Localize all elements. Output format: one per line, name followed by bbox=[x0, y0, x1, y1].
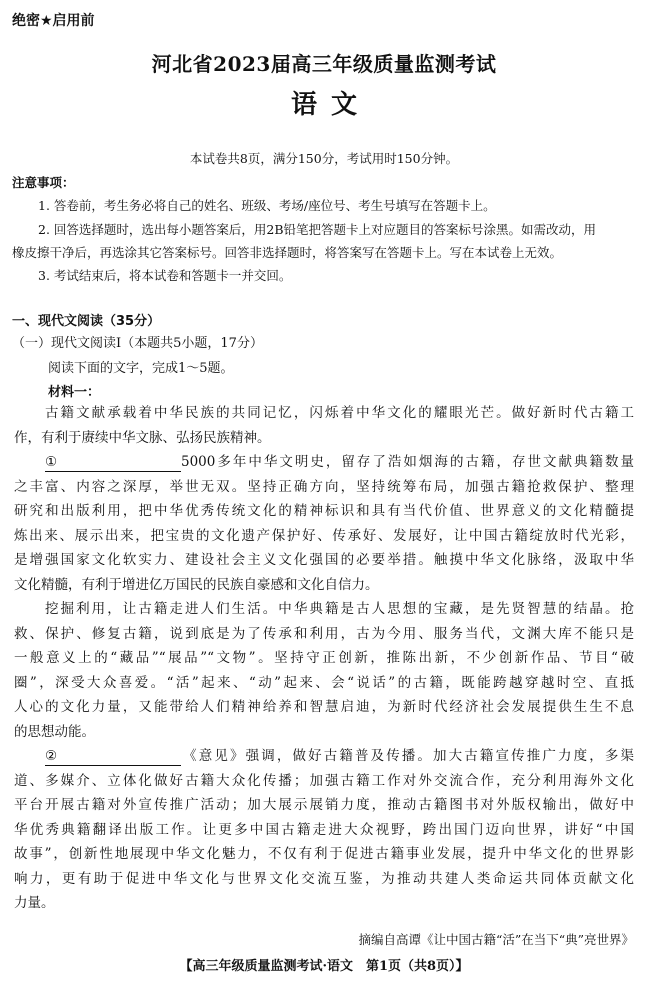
text-line: 故事”，创新性地展现中华文化魅力，不仅有利于促进古籍事业发展，提升中华文化的世界影 bbox=[14, 846, 634, 862]
paragraph-2 bbox=[14, 450, 634, 597]
material-label: 材料一： bbox=[48, 385, 101, 400]
text-line: 救、保护、修复古籍，说到底是为了传承和利用，古为今用、服务当代，文渊大库不能只是 bbox=[14, 625, 634, 642]
note-item-2-line-2: 橡皮擦干净后，再选涂其它答案标号。回答非选择题时，将答案写在答题卡上。写在本试卷上无效。 bbox=[12, 245, 563, 260]
text-line: 《意见》强调，做好古籍普及传播。加大古籍宣传推广力度，多渠 bbox=[181, 748, 634, 764]
text-line-with-blank bbox=[14, 450, 634, 475]
passage bbox=[14, 401, 634, 916]
text-line: 文化精髓，有利于增进亿万国民的民族自豪感和文化自信力。 bbox=[14, 576, 379, 593]
section-title: 一、现代文阅读（35分） bbox=[12, 314, 161, 329]
text-line: 道、多媒介、立体化做好古籍大众化传播；加强古籍工作对外交流合作，充分利用海外文化 bbox=[14, 772, 634, 789]
paragraph-1 bbox=[14, 401, 634, 450]
text-line: 响力，更有助于促进中华文化与世界文化交流互鉴，为推动共建人类命运共同体贡献文化 bbox=[14, 870, 634, 887]
note-item-3: 3. 考试结束后，将本试卷和答题卡一并交回。 bbox=[38, 268, 292, 283]
text-line: 研究和出版利用，把中华优秀传统文化的精神标识和具有当代价值、世界意义的文化精髓提 bbox=[14, 503, 634, 519]
text-line: 挖掘利用，让古籍走进人们生活。中华典籍是古人思想的宝藏，是先贤智慧的结晶。抢 bbox=[45, 601, 634, 617]
text-line: 炼出来、展示出来，把宝贵的文化遗产保护好、传承好、发展好，让中国古籍绽放时代光彩， bbox=[14, 527, 634, 544]
text-line: 5000多年中华文明史，留存了浩如烟海的古籍，存世文献典籍数量 bbox=[181, 454, 634, 470]
part-title: （一）现代文阅读Ⅰ（本题共5小题，17分） bbox=[12, 336, 263, 351]
reading-instruction: 阅读下面的文字，完成1～5题。 bbox=[48, 361, 234, 376]
text-line: 力量。 bbox=[14, 895, 55, 911]
text-line: 圈”，深受大众喜爱。“活”起来、“动”起来、会“说话”的古籍，既能跨越穿越时空、直抵 bbox=[14, 674, 634, 691]
text-line: 的思想动能。 bbox=[14, 723, 95, 740]
confidential-label: 绝密★启用前 bbox=[12, 13, 95, 29]
note-item-1: 1. 答卷前，考生务必将自己的姓名、班级、考场/座位号、考生号填写在答题卡上。 bbox=[38, 198, 496, 213]
paragraph-3 bbox=[14, 597, 634, 744]
subject-title: 语文 bbox=[290, 90, 371, 120]
exam-title: 河北省2023届高三年级质量监测考试 bbox=[151, 52, 497, 76]
text-line: 作，有利于赓续中华文脉、弘扬民族精神。 bbox=[14, 429, 271, 446]
text-line: 之丰富、内容之深厚，举世无双。坚持正确方向，坚持统筹布局，加强古籍抢救保护、整理 bbox=[14, 478, 634, 495]
text-line: 一般意义上的“藏品”“展品”“文物”。坚持守正创新，推陈出新，不少创新作品、节目“破 bbox=[14, 650, 634, 666]
text-line: 是增强国家文化软实力、建设社会主义文化强国的必要举措。触摸中华文化脉络，汲取中华 bbox=[14, 552, 634, 568]
paragraph-4 bbox=[14, 744, 634, 916]
citation: 摘编自高谭《让中国古籍“活”在当下“典”亮世界》 bbox=[358, 932, 634, 947]
text-line-with-blank bbox=[14, 744, 634, 769]
text-line: 华优秀典籍翻译出版工作。让更多中国古籍走进大众视野，跨出国门迈向世界，讲好“中国 bbox=[14, 821, 634, 838]
text-line: 古籍文献承载着中华民族的共同记忆，闪烁着中华文化的耀眼光芒。做好新时代古籍工 bbox=[45, 405, 634, 421]
text-line: 平台开展古籍对外宣传推广活动；加大展示展销力度，推动古籍图书对外版权输出，做好中 bbox=[14, 797, 634, 813]
exam-info: 本试卷共8页，满分150分，考试用时150分钟。 bbox=[189, 151, 459, 166]
fill-blank-1: ① bbox=[45, 453, 181, 472]
text-line: 人心的文化力量，又能带给人们精神给养和智慧启迪，为新时代经济社会发展提供生生不息 bbox=[14, 699, 634, 715]
note-item-2-line-1: 2. 回答选择题时，选出每小题答案后，用2B铅笔把答题卡上对应题目的答案标号涂黑。如需改动，用 bbox=[38, 222, 597, 237]
fill-blank-2: ② bbox=[45, 747, 181, 766]
page-footer: 【高三年级质量监测考试·语文 第1页（共8页）】 bbox=[179, 959, 469, 974]
notes-heading: 注意事项： bbox=[12, 175, 75, 190]
